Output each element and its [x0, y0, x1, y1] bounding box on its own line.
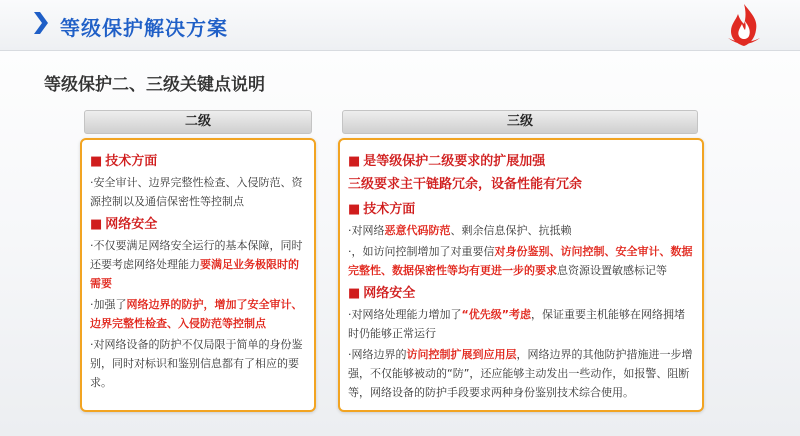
network-point-3: ·对网络设备的防护不仅局限于简单的身份鉴别，同时对标识和鉴别信息都有了相应的要求。	[90, 338, 303, 389]
network-point-2: ·网络边界的访问控制扩展到应用层，网络边界的其他防护措施进一步增强，不仅能够被动的“防”，还应能够主动发出一些动作，如报警、阻断等，网络设备的防护手段要求两种身份鉴别技术综合使用。	[348, 348, 693, 399]
section-title-tech: ■ 技术方面	[348, 202, 416, 217]
tech-point-1: ·对网络恶意代码防范、剩余信息保护、抗抵赖	[348, 224, 572, 237]
redundancy-note: 三级要求主干链路冗余，设备性能有冗余	[348, 177, 583, 192]
red-square-bullet-icon: ■	[90, 217, 103, 232]
header-bar	[0, 0, 800, 51]
network-point-2: ·加强了网络边界的防护，增加了安全审计、边界完整性检查、入侵防范等控制点	[90, 298, 303, 330]
red-square-bullet-icon: ■	[90, 154, 103, 169]
red-square-bullet-icon: ■	[348, 154, 361, 169]
panel-level3	[338, 138, 704, 412]
column-header-level3: 三级	[342, 110, 698, 134]
flame-logo-icon	[722, 2, 766, 50]
section-title-network: ■ 网络安全	[348, 286, 416, 301]
red-square-bullet-icon: ■	[348, 202, 361, 217]
network-point-1: ·不仅要满足网络安全运行的基本保障，同时还要考虑网络处理能力要满足业务极限时的需要	[90, 239, 303, 290]
extension-title: ■ 是等级保护二级要求的扩展加强	[348, 154, 546, 169]
red-square-bullet-icon: ■	[348, 286, 361, 301]
column-header-level2: 二级	[84, 110, 312, 134]
section-title-network: ■ 网络安全	[90, 217, 158, 232]
tech-text: ·安全审计、边界完整性检查、入侵防范、资源控制以及通信保密性等控制点	[90, 176, 303, 208]
network-point-1: ·对网络处理能力增加了“优先级”考虑，保证重要主机能够在网络拥堵时仍能够正常运行	[348, 308, 685, 340]
chevron-right-icon	[34, 12, 48, 34]
page-subtitle: 等级保护二、三级关键点说明	[44, 75, 265, 95]
tech-point-2: ·，如访问控制增加了对重要信对身份鉴别、访问控制、安全审计、数据完整性、数据保密性等均有更进一步的要求息资源设置敏感标记等	[348, 245, 693, 277]
section-title-tech: ■ 技术方面	[90, 154, 158, 169]
panel-level2	[80, 138, 316, 412]
header-title: 等级保护解决方案	[60, 16, 228, 40]
